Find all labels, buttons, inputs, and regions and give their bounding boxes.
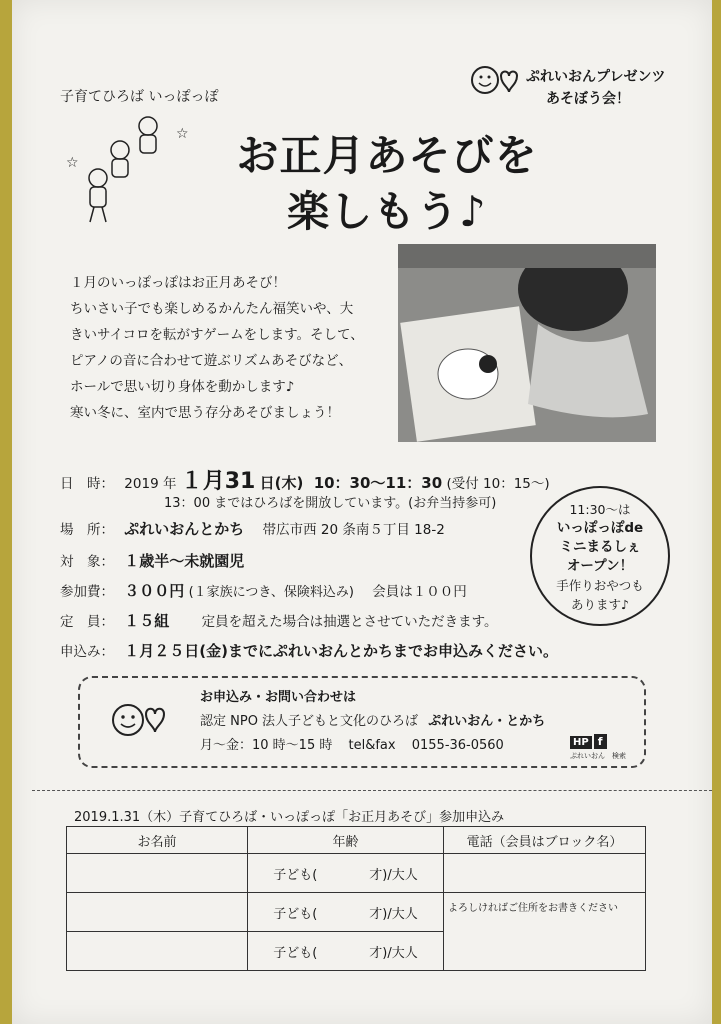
fee-member: 会員は１００円 <box>372 584 467 600</box>
org-name: ぷれいおん・とかち <box>428 714 546 729</box>
page-title <box>192 128 582 240</box>
application-form-title: 2019.1.31（木）子育てひろば・いっぽっぽ「お正月あそび」参加申込み <box>74 810 505 825</box>
address-field[interactable]: よろしければご住所をお書きください <box>444 893 646 971</box>
contact-hours <box>200 734 545 758</box>
name-header: お名前 <box>67 827 248 854</box>
header-org: 子育てひろば いっぽっぽ <box>60 89 219 105</box>
fee-value: ３００円 <box>124 582 185 600</box>
web-links <box>570 730 626 761</box>
date-label: 日 時： <box>60 476 114 492</box>
bubble-line: いっぽっぽde <box>556 520 644 536</box>
intro-line: 寒い冬に、室内で思う存分あそびましょう！ <box>70 405 340 421</box>
intro-line: きいサイコロを転がすゲームをします。そして、 <box>70 327 364 343</box>
table-row <box>67 893 646 932</box>
bubble-line: 11:30～は <box>569 502 631 517</box>
fee-row <box>60 580 467 601</box>
date-day: 日(木) <box>259 474 304 492</box>
intro-line: ホールで思い切り身体を動かします♪ <box>70 379 295 395</box>
target-value: １歳半～未就園児 <box>124 552 245 570</box>
date-main: １月31 <box>180 469 256 494</box>
intro-line: ちいさい子でも楽しめるかんたん福笑いや、大 <box>70 301 354 317</box>
age-field[interactable]: 子ども( 才)/大人 <box>248 893 444 932</box>
phone-header: 電話（会員はブロック名） <box>444 827 646 854</box>
child-playing-photo <box>398 244 656 442</box>
date-row <box>60 464 550 495</box>
place-label: 場 所： <box>60 522 114 538</box>
brand-line-1: ぷれいおんプレゼンツ <box>526 69 666 85</box>
name-field[interactable] <box>67 854 248 893</box>
application-form-table <box>66 826 646 971</box>
capacity-note: 定員を超えた場合は抽選とさせていただきます。 <box>201 614 498 630</box>
mini-marche-bubble <box>530 486 670 626</box>
intro-line: ピアノの音に合わせて遊ぶリズムあそびなど、 <box>70 353 353 369</box>
playon-logo-icon <box>108 692 168 748</box>
title-line-2: 楽しもう♪ <box>287 187 487 236</box>
bubble-line: オープン！ <box>566 558 634 574</box>
place-name: ぷれいおんとかち <box>124 520 245 538</box>
tel-label: tel&fax <box>348 738 396 753</box>
bubble-line: ミニまるしぇ <box>559 539 641 555</box>
place-row <box>60 518 445 539</box>
fee-label: 参加費： <box>60 584 114 600</box>
capacity-label: 定 員： <box>60 614 114 630</box>
age-field[interactable]: 子ども( 才)/大人 <box>248 932 444 971</box>
contact-org <box>200 710 545 734</box>
age-field[interactable]: 子ども( 才)/大人 <box>248 854 444 893</box>
tel-number: 0155-36-0560 <box>411 738 504 753</box>
name-field[interactable] <box>67 932 248 971</box>
capacity-value: １５組 <box>124 612 170 630</box>
homepage-link[interactable]: HP <box>570 736 592 749</box>
apply-text: １月２５日(金)までにぷれいおんとかちまでお申込みください。 <box>124 642 559 660</box>
flyer-page <box>12 0 712 1024</box>
phone-field[interactable] <box>444 854 646 893</box>
intro-text <box>70 270 400 426</box>
org-prefix: 認定 NPO 法人子どもと文化のひろば <box>200 714 419 729</box>
svg-text:☆: ☆ <box>66 155 79 171</box>
reception-time: (受付 10：15～) <box>446 476 550 492</box>
table-row <box>67 854 646 893</box>
contact-text <box>200 686 545 758</box>
svg-text:☆: ☆ <box>176 126 189 142</box>
date-year: 2019 年 <box>124 476 177 492</box>
cut-line <box>32 790 712 791</box>
brand-line-2: あそぼう会！ <box>546 91 630 107</box>
apply-label: 申込み： <box>60 644 114 660</box>
contact-box <box>78 676 646 768</box>
fee-note: (１家族につき、保険料込み) <box>188 585 354 600</box>
target-row <box>60 550 244 571</box>
office-hours: 月～金：10 時～15 時 <box>200 738 333 753</box>
playon-logo-icon <box>467 60 519 100</box>
facebook-icon[interactable]: f <box>594 734 607 749</box>
search-caption: ぷれいおん 検索 <box>570 752 626 760</box>
contact-title: お申込み・お問い合わせは <box>200 690 357 705</box>
title-line-1: お正月あそびを <box>236 131 538 180</box>
brand-title <box>526 66 665 110</box>
intro-line: １月のいっぽっぽはお正月あそび！ <box>70 275 286 291</box>
children-illustration-icon <box>64 112 194 232</box>
target-label: 対 象： <box>60 554 114 570</box>
form-header-row <box>67 827 646 854</box>
age-header: 年齢 <box>248 827 444 854</box>
name-field[interactable] <box>67 893 248 932</box>
bubble-line: 手作りおやつも <box>556 578 644 593</box>
capacity-row <box>60 610 498 631</box>
open-note: 13：00 まではひろばを開放しています。(お弁当持参可) <box>164 496 497 511</box>
bubble-line: あります♪ <box>571 597 629 612</box>
place-address: 帯広市西 20 条南５丁目 18-2 <box>262 522 445 538</box>
apply-row <box>60 640 558 661</box>
event-time: 10：30～11：30 <box>313 474 443 492</box>
